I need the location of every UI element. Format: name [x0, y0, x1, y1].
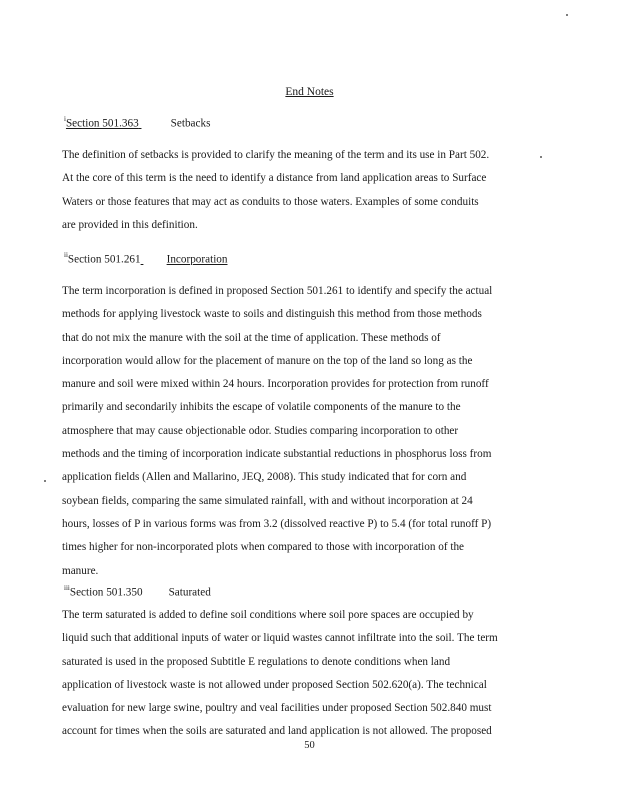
endnote-marker: iii: [64, 584, 70, 592]
section-heading-incorporation: [64, 252, 228, 266]
section-body-incorporation: [62, 280, 534, 583]
section-heading-saturated: [64, 585, 211, 599]
body-line: hours, losses of P in various forms was from 3.2 (dissolved reactive P) to 5.4 (for total runoff P): [62, 517, 492, 530]
body-line: are provided in this definition.: [62, 218, 198, 231]
section-heading-setbacks: [64, 116, 210, 130]
section-body-saturated: [62, 604, 534, 744]
body-line: application fields (Allen and Mallarino, JEQ, 2008). This study indicated that for corn and: [62, 471, 467, 484]
body-line: primarily and secondarily inhibits the escape of volatile components of the manure to the: [62, 401, 461, 414]
body-line: manure and soil were mixed within 24 hours. Incorporation provides for protection from runoff: [62, 378, 489, 391]
body-line: that do not mix the manure with the soil at the time of application. These methods of: [62, 331, 441, 344]
section-term: Setbacks: [170, 117, 211, 130]
body-line: application of livestock waste is not allowed under proposed Section 502.620(a). The technical: [62, 678, 487, 691]
section-term: Saturated: [168, 586, 211, 599]
endnote-marker: i: [64, 115, 66, 123]
section-label: Section 501.261: [67, 253, 141, 266]
section-term: Incorporation: [166, 253, 228, 266]
body-line: The term saturated is added to define soil conditions where soil pore spaces are occupied by: [62, 609, 474, 621]
body-line: times higher for non-incorporated plots when compared to those with incorporation of the: [62, 541, 465, 554]
body-line: Waters or those features that may act as conduits to those waters. Examples of some conduits: [62, 195, 479, 208]
section-body-setbacks: [62, 144, 534, 237]
body-line: methods for applying livestock waste to soils and distinguish this method from those methods: [62, 308, 482, 321]
body-line: methods and the timing of incorporation indicate substantial reductions in phosphorus loss from: [62, 448, 492, 461]
body-line: The definition of setbacks is provided to clarify the meaning of the term and its use in Part 502.: [62, 149, 490, 161]
body-line: incorporation would allow for the placement of manure on the top of the land so long as the: [62, 354, 473, 367]
body-line: liquid such that additional inputs of water or liquid wastes cannot infiltrate into the soil. The term: [62, 632, 498, 645]
scan-speck: [44, 480, 46, 482]
body-line: evaluation for new large swine, poultry and veal facilities under proposed Section 502.840 must: [62, 702, 492, 715]
scan-speck: [540, 156, 542, 158]
body-line: saturated is used in the proposed Subtitle E regulations to denote conditions when land: [62, 655, 451, 668]
page-number: 50: [304, 740, 315, 751]
endnote-marker: ii: [64, 251, 68, 259]
page-title: End Notes: [285, 86, 334, 98]
scan-speck: [566, 14, 568, 16]
section-label: Section 501.363: [65, 117, 139, 130]
section-label: Section 501.350: [69, 586, 143, 599]
body-line: soybean fields, comparing the same simulated rainfall, with and without incorporation at 24: [62, 494, 473, 507]
body-line: At the core of this term is the need to identify a distance from land application areas to Surface: [62, 172, 487, 185]
body-line: account for times when the soils are saturated and land application is not allowed. The proposed: [62, 725, 492, 738]
body-line: atmosphere that may cause objectionable odor. Studies comparing incorporation to other: [62, 424, 459, 437]
body-line: The term incorporation is defined in proposed Section 501.261 to identify and specify the actual: [62, 285, 493, 297]
body-line: manure.: [62, 564, 99, 577]
